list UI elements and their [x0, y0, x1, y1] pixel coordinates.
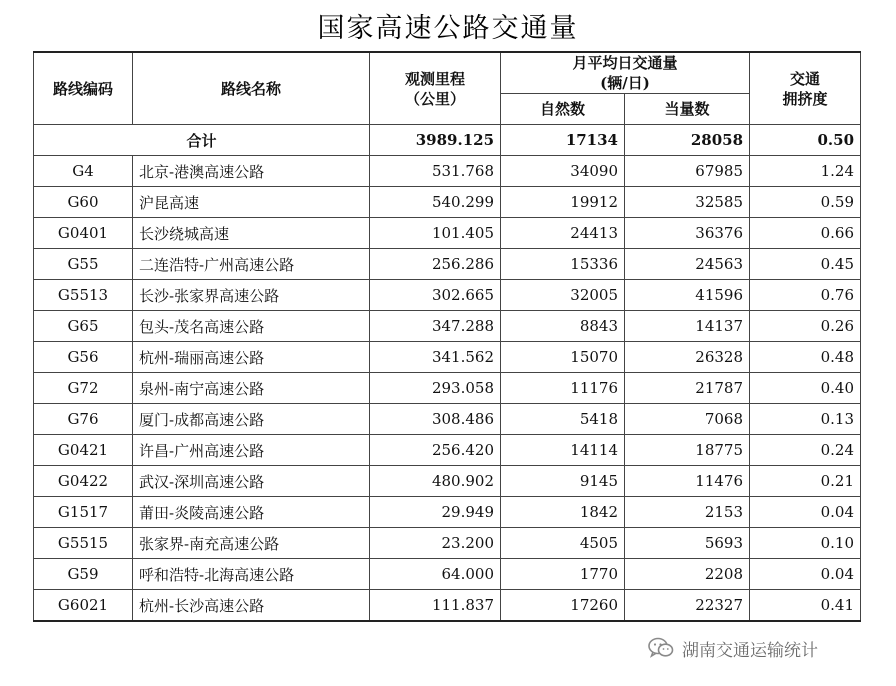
- route-mileage: 101.405: [370, 218, 501, 249]
- table-row: [34, 590, 861, 622]
- header-natural: 自然数: [501, 94, 625, 125]
- route-mileage: 347.288: [370, 311, 501, 342]
- route-name: 许昌-广州高速公路: [133, 435, 370, 466]
- route-equivalent: 2208: [625, 559, 750, 590]
- route-mileage: 29.949: [370, 497, 501, 528]
- wechat-icon: [648, 637, 674, 659]
- route-congestion: 0.04: [750, 559, 861, 590]
- table-row: [34, 249, 861, 280]
- route-natural: 34090: [501, 156, 625, 187]
- table-row: [34, 497, 861, 528]
- header-avg-daily: [501, 52, 750, 94]
- route-name: 莆田-炎陵高速公路: [133, 497, 370, 528]
- route-natural: 15336: [501, 249, 625, 280]
- page-title: 国家高速公路交通量: [317, 13, 579, 44]
- route-code: G5515: [34, 528, 133, 559]
- header-avg-line2: (辆/日): [600, 74, 650, 92]
- route-natural: 14114: [501, 435, 625, 466]
- route-equivalent: 21787: [625, 373, 750, 404]
- route-congestion: 0.41: [750, 590, 861, 622]
- route-equivalent: 32585: [625, 187, 750, 218]
- route-code: G5513: [34, 280, 133, 311]
- route-code: G0401: [34, 218, 133, 249]
- header-code: 路线编码: [34, 52, 133, 125]
- route-congestion: 0.59: [750, 187, 861, 218]
- route-equivalent: 26328: [625, 342, 750, 373]
- table-row: [34, 528, 861, 559]
- route-congestion: 0.76: [750, 280, 861, 311]
- route-code: G0422: [34, 466, 133, 497]
- route-code: G4: [34, 156, 133, 187]
- route-natural: 17260: [501, 590, 625, 622]
- table-row: [34, 466, 861, 497]
- route-mileage: 341.562: [370, 342, 501, 373]
- route-congestion: 0.04: [750, 497, 861, 528]
- route-name: 张家界-南充高速公路: [133, 528, 370, 559]
- route-congestion: 0.21: [750, 466, 861, 497]
- route-mileage: 256.420: [370, 435, 501, 466]
- table-row: [34, 435, 861, 466]
- table-row: [34, 404, 861, 435]
- table-row: [34, 311, 861, 342]
- table-row: [34, 280, 861, 311]
- route-natural: 1842: [501, 497, 625, 528]
- route-equivalent: 67985: [625, 156, 750, 187]
- route-natural: 4505: [501, 528, 625, 559]
- route-mileage: 293.058: [370, 373, 501, 404]
- route-mileage: 540.299: [370, 187, 501, 218]
- route-name: 武汉-深圳高速公路: [133, 466, 370, 497]
- route-congestion: 0.24: [750, 435, 861, 466]
- header-name: 路线名称: [133, 52, 370, 125]
- route-congestion: 0.40: [750, 373, 861, 404]
- header-congestion-line2: 拥挤度: [782, 89, 828, 108]
- table-row: [34, 218, 861, 249]
- route-name: 沪昆高速: [133, 187, 370, 218]
- route-mileage: 23.200: [370, 528, 501, 559]
- route-name: 北京-港澳高速公路: [133, 156, 370, 187]
- route-code: G65: [34, 311, 133, 342]
- table-row: [34, 559, 861, 590]
- route-mileage: 302.665: [370, 280, 501, 311]
- total-equivalent: 28058: [625, 125, 750, 156]
- route-mileage: 256.286: [370, 249, 501, 280]
- route-natural: 5418: [501, 404, 625, 435]
- route-name: 杭州-瑞丽高速公路: [133, 342, 370, 373]
- header-row: [34, 52, 861, 94]
- table-row: [34, 156, 861, 187]
- route-equivalent: 2153: [625, 497, 750, 528]
- route-equivalent: 22327: [625, 590, 750, 622]
- route-equivalent: 24563: [625, 249, 750, 280]
- route-natural: 9145: [501, 466, 625, 497]
- route-equivalent: 11476: [625, 466, 750, 497]
- route-natural: 11176: [501, 373, 625, 404]
- route-name: 长沙-张家界高速公路: [133, 280, 370, 311]
- route-natural: 19912: [501, 187, 625, 218]
- route-congestion: 0.48: [750, 342, 861, 373]
- route-name: 二连浩特-广州高速公路: [133, 249, 370, 280]
- route-name: 泉州-南宁高速公路: [133, 373, 370, 404]
- route-congestion: 1.24: [750, 156, 861, 187]
- route-code: G0421: [34, 435, 133, 466]
- route-equivalent: 7068: [625, 404, 750, 435]
- route-congestion: 0.45: [750, 249, 861, 280]
- route-natural: 24413: [501, 218, 625, 249]
- route-congestion: 0.10: [750, 528, 861, 559]
- route-mileage: 480.902: [370, 466, 501, 497]
- header-mileage: [370, 52, 501, 125]
- route-code: G76: [34, 404, 133, 435]
- header-congestion-line1: 交通: [790, 69, 821, 88]
- header-congestion: [750, 52, 861, 125]
- table-row: [34, 373, 861, 404]
- header-mileage-line1: 观测里程: [404, 69, 465, 88]
- route-code: G72: [34, 373, 133, 404]
- route-natural: 32005: [501, 280, 625, 311]
- watermark: [648, 636, 818, 660]
- route-natural: 8843: [501, 311, 625, 342]
- total-label: 合计: [34, 125, 370, 156]
- route-name: 厦门-成都高速公路: [133, 404, 370, 435]
- total-congestion: 0.50: [750, 125, 861, 156]
- route-code: G55: [34, 249, 133, 280]
- route-code: G59: [34, 559, 133, 590]
- header-avg-line1: 月平均日交通量: [572, 54, 678, 72]
- total-mileage: 3989.125: [370, 125, 501, 156]
- route-equivalent: 5693: [625, 528, 750, 559]
- route-code: G56: [34, 342, 133, 373]
- route-equivalent: 18775: [625, 435, 750, 466]
- route-congestion: 0.66: [750, 218, 861, 249]
- route-mileage: 531.768: [370, 156, 501, 187]
- route-mileage: 308.486: [370, 404, 501, 435]
- total-natural: 17134: [501, 125, 625, 156]
- traffic-table: [33, 51, 861, 622]
- route-congestion: 0.13: [750, 404, 861, 435]
- table-row: [34, 342, 861, 373]
- route-name: 包头-茂名高速公路: [133, 311, 370, 342]
- route-equivalent: 41596: [625, 280, 750, 311]
- header-mileage-line2: （公里）: [404, 89, 465, 108]
- route-natural: 15070: [501, 342, 625, 373]
- route-equivalent: 36376: [625, 218, 750, 249]
- route-name: 长沙绕城高速: [133, 218, 370, 249]
- route-equivalent: 14137: [625, 311, 750, 342]
- route-code: G60: [34, 187, 133, 218]
- header-equivalent: 当量数: [625, 94, 750, 125]
- route-name: 杭州-长沙高速公路: [133, 590, 370, 622]
- route-name: 呼和浩特-北海高速公路: [133, 559, 370, 590]
- total-row: [34, 125, 861, 156]
- route-code: G6021: [34, 590, 133, 622]
- table-row: [34, 187, 861, 218]
- route-congestion: 0.26: [750, 311, 861, 342]
- route-natural: 1770: [501, 559, 625, 590]
- watermark-text: 湖南交通运输统计: [682, 640, 818, 661]
- route-mileage: 111.837: [370, 590, 501, 622]
- route-mileage: 64.000: [370, 559, 501, 590]
- route-code: G1517: [34, 497, 133, 528]
